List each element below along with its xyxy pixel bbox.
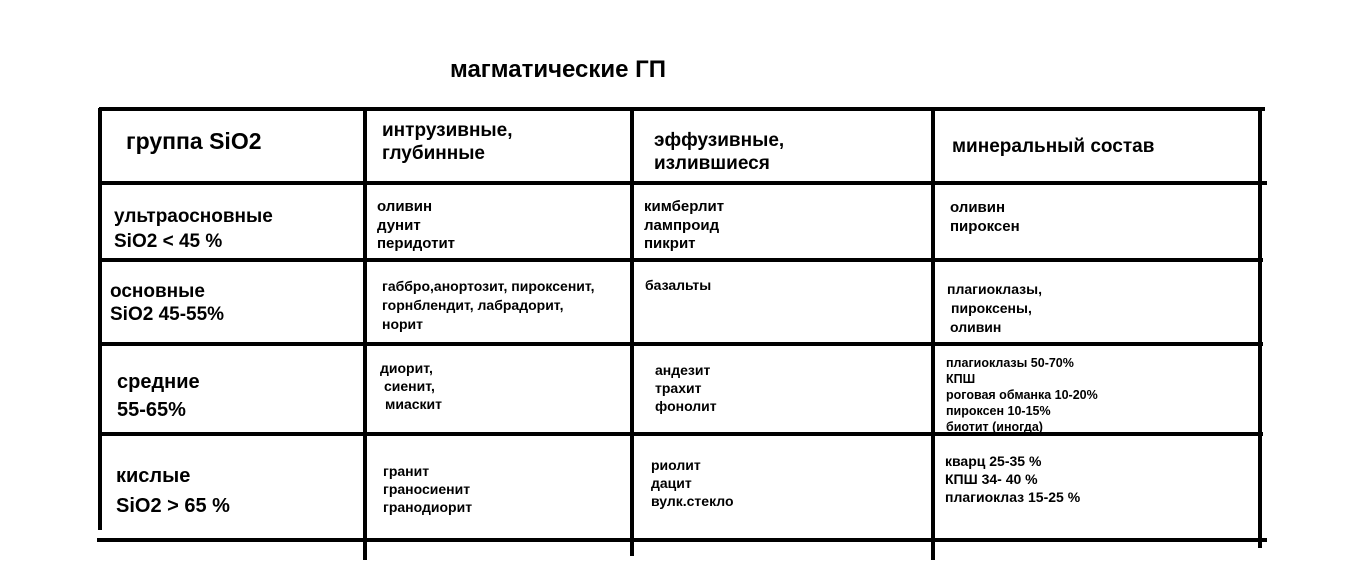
row-mineral-intermediate: плагиоклазы 50-70% КПШ роговая обманка 10-20% пироксен 10-15% биотит (иногда) [946, 356, 1098, 434]
row-divider [101, 258, 1263, 262]
row-divider [101, 181, 1267, 185]
row-intrusive-intermediate: диорит, сиенит, миаскит [380, 360, 443, 412]
row-effusive-ultrabasic: кимберлит лампроид пикрит [644, 198, 725, 252]
table-border-bottom [97, 538, 1267, 542]
row-mineral-basic: плагиоклазы, пироксены, оливин [947, 281, 1042, 335]
column-divider [931, 108, 935, 560]
row-effusive-acidic: риолит дацит вулк.стекло [651, 457, 734, 509]
table-border-top [99, 107, 1265, 111]
row-effusive-intermediate: андезит трахит фонолит [655, 362, 717, 414]
column-divider [363, 108, 367, 560]
table-border-left [98, 108, 102, 530]
column-divider [630, 108, 634, 556]
header-effusive: эффузивные, излившиеся [654, 130, 785, 174]
row-group-acidic: кислые SiO2 > 65 % [116, 465, 230, 517]
header-mineral: минеральный состав [952, 136, 1155, 157]
row-group-ultrabasic: ультраосновные SiO2 < 45 % [114, 206, 273, 252]
header-group: группа SiO2 [126, 128, 262, 154]
row-group-basic: основные SiO2 45-55% [110, 281, 225, 325]
row-divider [101, 342, 1263, 346]
row-intrusive-basic: габбро,анортозит, пироксенит, горнблендит, лабрадорит, норит [382, 278, 595, 332]
page-title: магматические ГП [450, 56, 667, 83]
table-border-right [1258, 107, 1262, 548]
row-intrusive-ultrabasic: оливин дунит перидотит [377, 198, 456, 252]
row-mineral-acidic: кварц 25-35 % КПШ 34- 40 % плагиоклаз 15-25 % [945, 453, 1081, 505]
row-intrusive-acidic: гранит граносиенит гранодиорит [383, 463, 473, 515]
header-intrusive: интрузивные, глубинные [382, 120, 513, 164]
row-effusive-basic: базальты [645, 277, 712, 293]
row-mineral-ultrabasic: оливин пироксен [950, 199, 1020, 235]
row-group-intermediate: средние 55-65% [117, 371, 200, 421]
